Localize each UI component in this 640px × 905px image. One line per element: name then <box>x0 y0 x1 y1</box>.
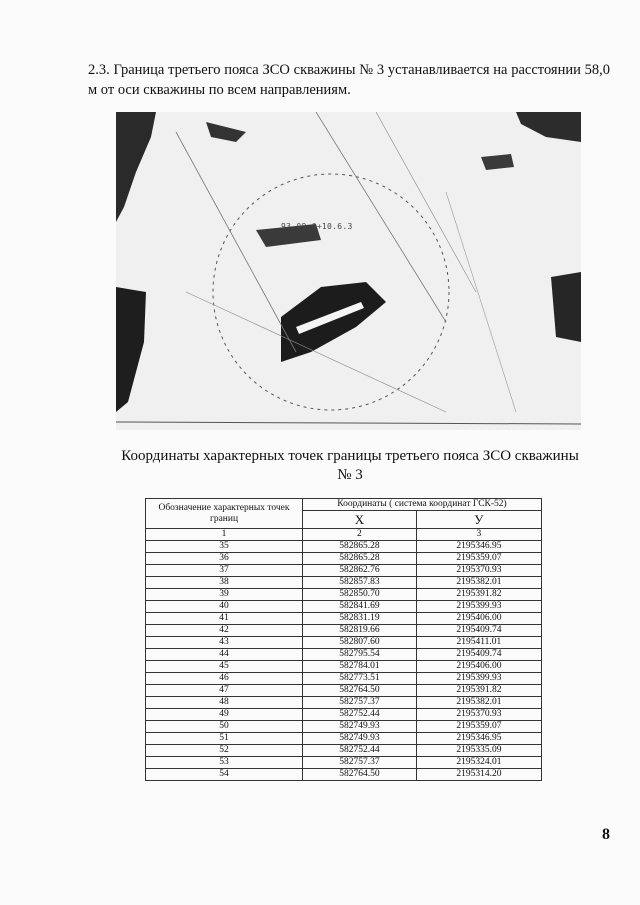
table-row <box>146 601 542 613</box>
x-cell: 582857.83 <box>303 577 417 589</box>
point-id-cell: 47 <box>146 685 303 697</box>
table-row <box>146 685 542 697</box>
point-id-cell: 54 <box>146 769 303 781</box>
table-row <box>146 577 542 589</box>
y-cell: 2195399.93 <box>416 601 541 613</box>
x-cell: 582752.44 <box>303 709 417 721</box>
table-row <box>146 661 542 673</box>
x-cell: 582862.76 <box>303 565 417 577</box>
table-body <box>146 541 542 781</box>
boundary-map-image <box>116 112 581 430</box>
x-cell: 582749.93 <box>303 733 417 745</box>
x-cell: 582773.51 <box>303 673 417 685</box>
x-cell: 582807.60 <box>303 637 417 649</box>
x-cell: 582764.50 <box>303 769 417 781</box>
x-cell: 582841.69 <box>303 601 417 613</box>
y-cell: 2195399.93 <box>416 673 541 685</box>
y-cell: 2195346.95 <box>416 541 541 553</box>
x-cell: 582831.19 <box>303 613 417 625</box>
y-cell: 2195382.01 <box>416 577 541 589</box>
header-coords: Координаты ( система координат ГСК-52) <box>303 499 542 511</box>
column-number: 3 <box>416 529 541 541</box>
x-cell: 582749.93 <box>303 721 417 733</box>
y-cell: 2195409.74 <box>416 625 541 637</box>
map-drawing <box>116 112 581 430</box>
point-id-cell: 42 <box>146 625 303 637</box>
table-row <box>146 589 542 601</box>
point-id-cell: 38 <box>146 577 303 589</box>
point-id-cell: 53 <box>146 757 303 769</box>
y-cell: 2195359.07 <box>416 553 541 565</box>
point-id-cell: 51 <box>146 733 303 745</box>
table-row <box>146 733 542 745</box>
table-caption: Координаты характерных точек границы третьего пояса ЗСО скважины № 3 <box>121 448 579 483</box>
x-cell: 582752.44 <box>303 745 417 757</box>
x-cell: 582795.54 <box>303 649 417 661</box>
table-row <box>146 565 542 577</box>
point-id-cell: 44 <box>146 649 303 661</box>
y-cell: 2195314.20 <box>416 769 541 781</box>
x-cell: 582757.37 <box>303 757 417 769</box>
y-cell: 2195359.07 <box>416 721 541 733</box>
x-cell: 582764.50 <box>303 685 417 697</box>
table-row <box>146 541 542 553</box>
point-id-cell: 39 <box>146 589 303 601</box>
point-id-cell: 48 <box>146 697 303 709</box>
coordinates-table <box>145 498 542 781</box>
y-cell: 2195370.93 <box>416 565 541 577</box>
y-cell: 2195391.82 <box>416 589 541 601</box>
x-cell: 582784.01 <box>303 661 417 673</box>
point-id-cell: 36 <box>146 553 303 565</box>
y-cell: 2195406.00 <box>416 661 541 673</box>
table-row <box>146 709 542 721</box>
table-row <box>146 721 542 733</box>
y-cell: 2195324.01 <box>416 757 541 769</box>
x-cell: 582757.37 <box>303 697 417 709</box>
point-id-cell: 40 <box>146 601 303 613</box>
table-row <box>146 697 542 709</box>
section-paragraph: 2.3. Граница третьего пояса ЗСО скважины № 3 устанавливается на расстоянии 58,0 м от оси скважины по всем направлениям. <box>88 62 610 98</box>
y-cell: 2195406.00 <box>416 613 541 625</box>
point-id-cell: 46 <box>146 673 303 685</box>
point-id-cell: 35 <box>146 541 303 553</box>
map-label: 93.09.0+10.6.3 <box>281 222 353 231</box>
y-cell: 2195370.93 <box>416 709 541 721</box>
point-id-cell: 43 <box>146 637 303 649</box>
y-cell: 2195346.95 <box>416 733 541 745</box>
page-number: 8 <box>602 826 610 843</box>
y-cell: 2195391.82 <box>416 685 541 697</box>
point-id-cell: 41 <box>146 613 303 625</box>
table-row <box>146 625 542 637</box>
point-id-cell: 52 <box>146 745 303 757</box>
table-row <box>146 613 542 625</box>
y-cell: 2195335.09 <box>416 745 541 757</box>
x-cell: 582865.28 <box>303 553 417 565</box>
table-row <box>146 553 542 565</box>
table-row <box>146 673 542 685</box>
table-row <box>146 757 542 769</box>
table-row <box>146 745 542 757</box>
x-cell: 582850.70 <box>303 589 417 601</box>
table-row <box>146 637 542 649</box>
column-number: 1 <box>146 529 303 541</box>
y-cell: 2195409.74 <box>416 649 541 661</box>
point-id-cell: 45 <box>146 661 303 673</box>
header-y: У <box>416 511 541 529</box>
header-points: Обозначение характерных точек границ <box>146 499 303 529</box>
y-cell: 2195411.01 <box>416 637 541 649</box>
y-cell: 2195382.01 <box>416 697 541 709</box>
point-id-cell: 50 <box>146 721 303 733</box>
column-number: 2 <box>303 529 417 541</box>
table-row <box>146 769 542 781</box>
table-row <box>146 649 542 661</box>
point-id-cell: 37 <box>146 565 303 577</box>
x-cell: 582865.28 <box>303 541 417 553</box>
x-cell: 582819.66 <box>303 625 417 637</box>
point-id-cell: 49 <box>146 709 303 721</box>
header-x: X <box>303 511 417 529</box>
